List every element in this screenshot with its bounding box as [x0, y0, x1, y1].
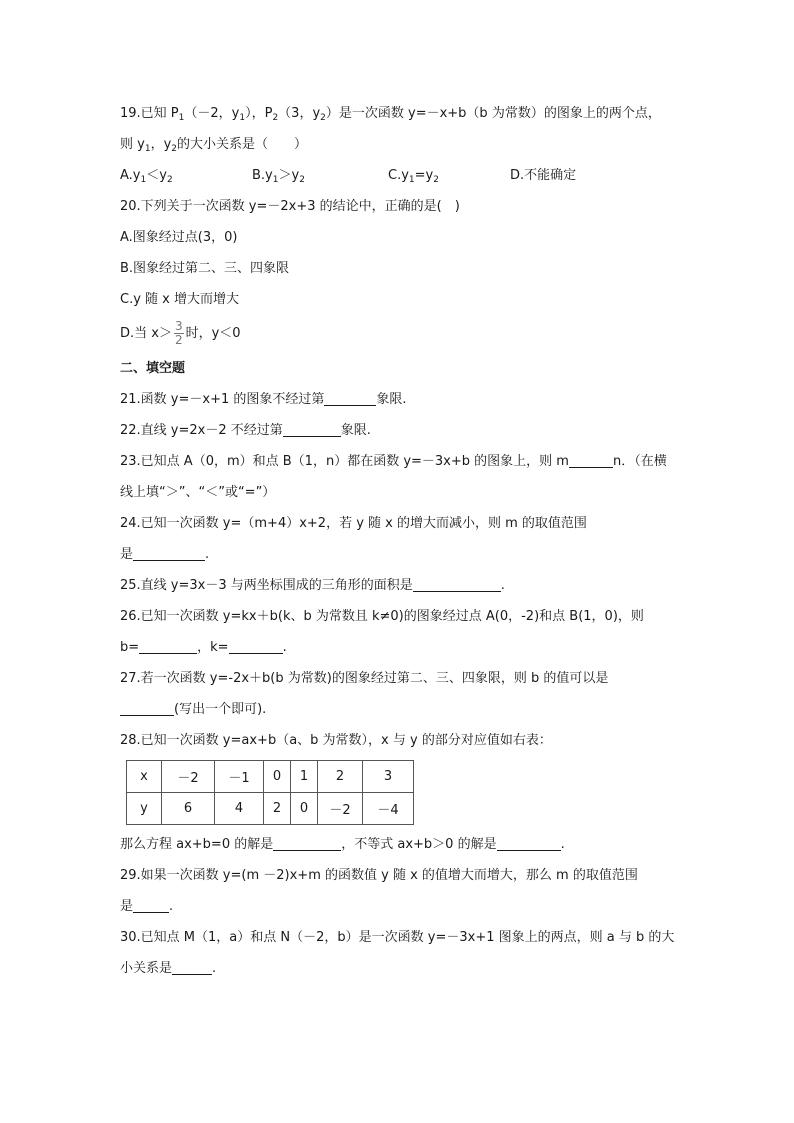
table-cell: y — [127, 793, 162, 825]
table-cell: 6 — [162, 793, 215, 825]
answer-blank[interactable] — [569, 453, 613, 468]
answer-blank[interactable] — [139, 639, 197, 654]
subscript: 2 — [171, 144, 177, 154]
table-cell: 1 — [291, 761, 318, 793]
q19-text: （－2，y — [184, 106, 240, 121]
answer-blank[interactable] — [273, 836, 341, 851]
q23-line1: 23.已知点 A（0，m）和点 B（1，n）都在函数 y=－3x+b 的图象上，则 m n．（在横 — [120, 454, 667, 469]
table-cell: 3 — [363, 761, 414, 793]
table-row — [127, 761, 414, 793]
section-heading: 二、填空题 — [120, 361, 186, 376]
q23-line2: 线上填“＞”、“＜”或“=”） — [120, 485, 276, 500]
fraction — [174, 320, 184, 347]
answer-blank[interactable] — [324, 391, 376, 406]
subscript: 1 — [178, 113, 185, 123]
table-cell: x — [127, 761, 162, 793]
answer-blank[interactable] — [120, 701, 174, 716]
subscript: 2 — [320, 113, 326, 123]
q19-option-a[interactable]: A.y1＜y2 — [120, 168, 173, 185]
answer-blank[interactable] — [133, 898, 169, 913]
q19-text: （3，y — [278, 106, 321, 121]
q19-text: ），P — [245, 106, 273, 121]
answer-blank[interactable] — [133, 546, 205, 561]
q28-line2: 那么方程 ax+b=0 的解是 ，不等式 ax+b＞0 的解是 . — [120, 837, 565, 852]
subscript: 1 — [239, 113, 246, 123]
q20-option-c[interactable]: C.y 随 x 增大而增大 — [120, 292, 239, 307]
q30-line1: 30.已知点 M（1，a）和点 N（－2，b）是一次函数 y=－3x+1 图象上的两点，则 a 与 b 的大 — [120, 930, 675, 945]
q27-line2: (写出一个即可). — [120, 694, 680, 725]
q29-line2: 是 . — [120, 899, 174, 914]
q20-option-a[interactable]: A.图象经过点(3，0) — [120, 230, 238, 245]
table-cell: －2 — [318, 793, 363, 825]
table-cell: －2 — [162, 761, 215, 793]
table-cell: 2 — [264, 793, 291, 825]
q19-option-d[interactable]: D.不能确定 — [510, 168, 577, 183]
q19-text: ）是一次函数 y=－x+b（b 为常数）的图象上的两个点， — [325, 106, 661, 121]
worksheet — [120, 98, 680, 984]
answer-blank[interactable] — [497, 836, 561, 851]
table-cell: －4 — [363, 793, 414, 825]
table-cell: 2 — [318, 761, 363, 793]
q20-option-d-text: D.当 x＞ — [120, 326, 172, 341]
table-row — [127, 793, 414, 825]
fraction-denominator: 2 — [174, 333, 183, 347]
q24-line2: 是 . — [120, 547, 210, 562]
q19-text: 则 y — [120, 137, 145, 152]
q19-option-b[interactable]: B.y1＞y2 — [252, 168, 305, 185]
table-cell: 0 — [291, 793, 318, 825]
q19-text: 19.已知 P — [120, 106, 179, 121]
q19-options — [120, 160, 680, 191]
q28-line1: 28.已知一次函数 y=ax+b（a、b 为常数），x 与 y 的部分对应值如右表： — [120, 733, 552, 748]
q20-stem: 20.下列关于一次函数 y=－2x+3 的结论中，正确的是( ) — [120, 199, 460, 214]
answer-blank[interactable] — [413, 577, 501, 592]
q19-stem-line1 — [120, 98, 680, 129]
q20-option-b[interactable]: B.图象经过第二、三、四象限 — [120, 261, 290, 276]
q20-option-d[interactable] — [120, 315, 680, 353]
q20-option-d-text: 时，y＜0 — [185, 326, 241, 341]
subscript: 2 — [272, 113, 279, 123]
q21: 21.函数 y=－x+1 的图象不经过第 象限. — [120, 392, 407, 407]
q19-text: 的大小关系是（ ） — [177, 137, 308, 152]
q30-line2: 小关系是 . — [120, 961, 217, 976]
q22: 22.直线 y=2x－2 不经过第 象限. — [120, 423, 371, 438]
fraction-numerator: 3 — [174, 319, 183, 333]
q25: 25.直线 y=3x－3 与两坐标围成的三角形的面积是 . — [120, 578, 505, 593]
q19-option-c[interactable]: C.y1=y2 — [388, 168, 439, 185]
q26-line2: b= ，k= . — [120, 640, 287, 655]
q19-stem-line2 — [120, 129, 680, 160]
table-cell: 0 — [264, 761, 291, 793]
answer-blank[interactable] — [172, 960, 212, 975]
answer-blank[interactable] — [283, 422, 341, 437]
answer-blank[interactable] — [229, 639, 283, 654]
table-cell: －1 — [215, 761, 264, 793]
q19-text: ，y — [150, 137, 172, 152]
subscript: 1 — [144, 144, 151, 154]
table-cell: 4 — [215, 793, 264, 825]
value-table — [126, 760, 414, 825]
q27-line1: 27.若一次函数 y=-2x＋b(b 为常数)的图象经过第二、三、四象限，则 b 的值可以是 — [120, 671, 609, 686]
q29-line1: 29.如果一次函数 y=(m －2)x+m 的函数值 y 随 x 的值增大而增大，那么 m 的取值范围 — [120, 868, 638, 883]
q26-line1: 26.已知一次函数 y=kx＋b(k、b 为常数且 k≠0)的图象经过点 A(0，-2)和点 B(1，0)，则 — [120, 609, 644, 624]
q24-line1: 24.已知一次函数 y=（m+4）x+2，若 y 随 x 的增大而减小，则 m 的取值范围 — [120, 516, 587, 531]
